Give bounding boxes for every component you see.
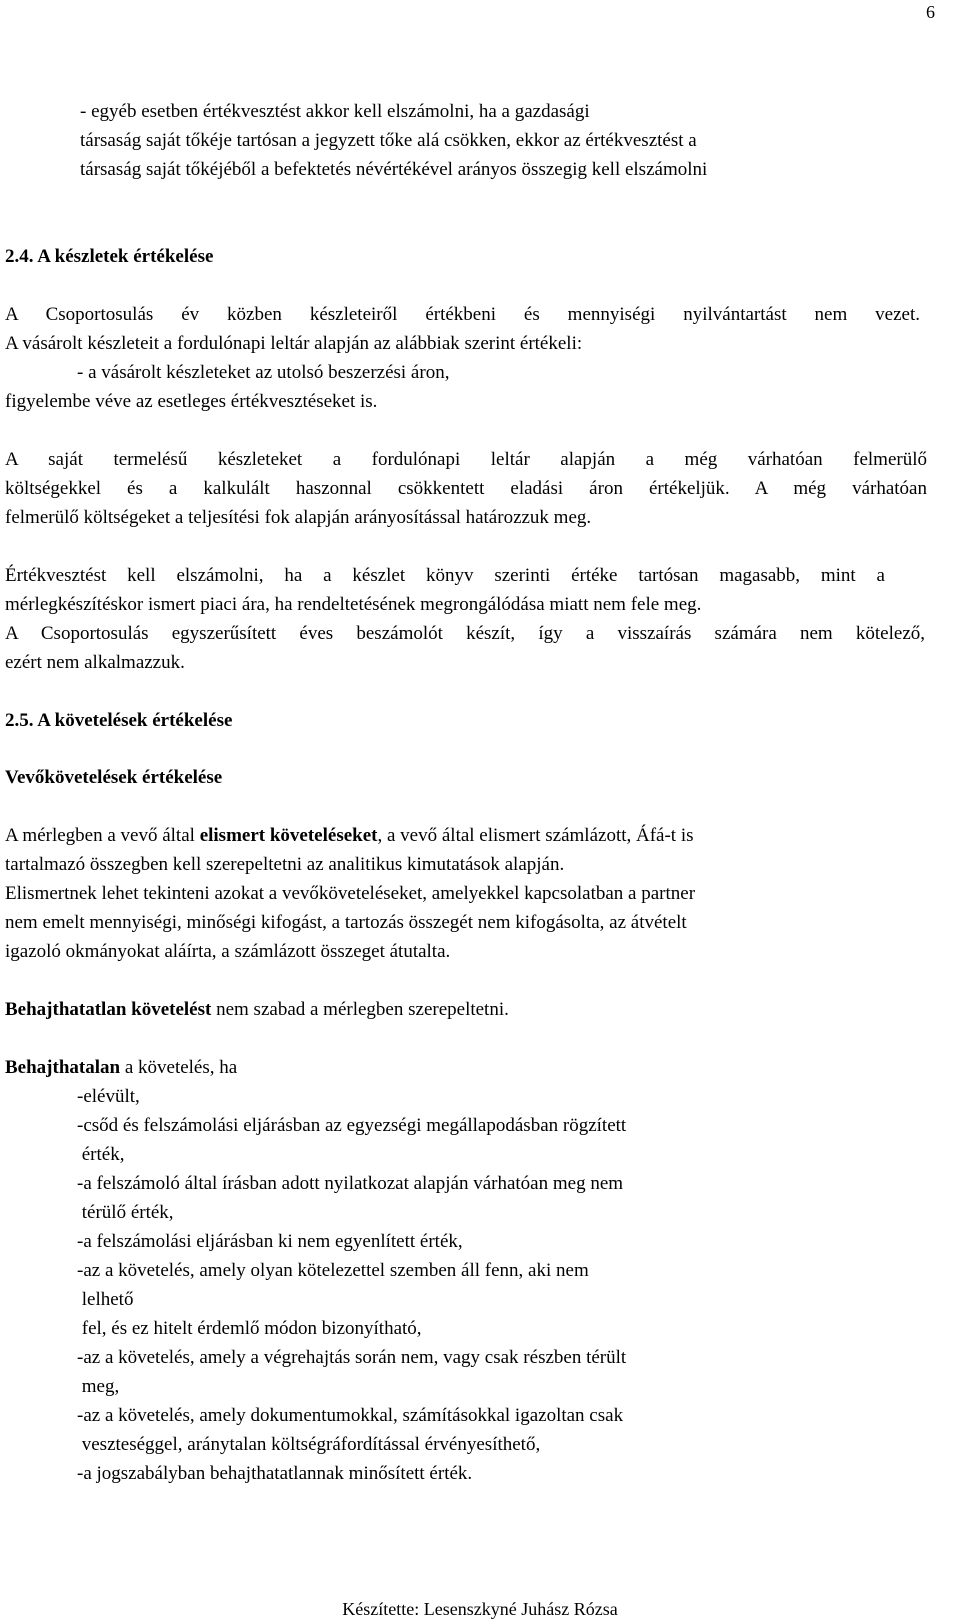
paragraph-line <box>5 824 694 848</box>
list-item: -az a követelés, amely dokumentumokkal, számításokkal igazoltan csak <box>77 1405 624 1426</box>
list-item: meg, <box>77 1376 120 1397</box>
paragraph-line: társaság saját tőkéje tartósan a jegyzett tőke alá csökken, ekkor az értékvesztést a <box>80 130 697 151</box>
paragraph-line: tartalmazó összegben kell szerepeltetni az analitikus kimutatások alapján. <box>5 854 565 875</box>
list-item: -a felszámoló által írásban adott nyilatkozat alapján várhatóan meg nem <box>77 1173 624 1194</box>
paragraph-line: A Csoportosulás egyszerűsített éves beszámolót készít, így a visszaírás számára nem kötelező, <box>5 623 925 644</box>
page-footer: Készítette: Lesenszkyné Juhász Rózsa <box>342 1599 618 1619</box>
paragraph-line: A Csoportosulás év közben készleteiről értékbeni és mennyiségi nyilvántartást nem vezet. <box>5 304 920 325</box>
section-heading-2-5: 2.5. A követelések értékelése <box>5 710 233 731</box>
paragraph-line: nem emelt mennyiségi, minőségi kifogást, a tartozás összegét nem kifogásolta, az átvételt <box>5 912 687 933</box>
text-run: a követelés, ha <box>120 1057 238 1078</box>
paragraph-line: igazoló okmányokat aláírta, a számlázott összeget átutalta. <box>5 941 451 962</box>
list-item: -csőd és felszámolási eljárásban az egyezségi megállapodásban rögzített <box>77 1115 627 1136</box>
list-item: térülő érték, <box>77 1202 174 1223</box>
list-item: lelhető <box>77 1289 134 1310</box>
bold-text: Behajthatalan <box>5 1057 121 1078</box>
text-run: nem szabad a mérlegben szerepeltetni. <box>211 999 509 1020</box>
paragraph-line: Elismertnek lehet tekinteni azokat a vevőköveteléseket, amelyekkel kapcsolatban a partner <box>5 883 696 904</box>
bold-text: Behajthatatlan követelést <box>5 999 212 1020</box>
paragraph-line: figyelembe véve az esetleges értékvesztéseket is. <box>5 391 378 412</box>
bold-text: elismert követeléseket <box>199 825 378 846</box>
list-item: -a jogszabályban behajthatatlannak minősített érték. <box>77 1463 473 1484</box>
list-item: -elévült, <box>77 1086 140 1107</box>
paragraph-line: A saját termelésű készleteket a fordulónapi leltár alapján a még várhatóan felmerülő <box>5 449 927 470</box>
paragraph-line: mérlegkészítéskor ismert piaci ára, ha rendeltetésének megrongálódása miatt nem fele meg. <box>5 594 702 615</box>
subsection-heading: Vevőkövetelések értékelése <box>5 767 223 788</box>
text-run: A mérlegben a vevő által <box>5 825 200 846</box>
text-run: , a vevő által elismert számlázott, Áfá-t is <box>377 825 694 846</box>
paragraph-line: Értékvesztést kell elszámolni, ha a készlet könyv szerinti értéke tartósan magasabb, mint a <box>5 565 885 586</box>
paragraph-line <box>5 1056 237 1080</box>
page-number: 6 <box>926 2 935 22</box>
list-item: -az a követelés, amely a végrehajtás során nem, vagy csak részben térült <box>77 1347 627 1368</box>
paragraph-line: - egyéb esetben értékvesztést akkor kell elszámolni, ha a gazdasági <box>80 101 590 122</box>
list-item: fel, és ez hitelt érdemlő módon bizonyítható, <box>77 1318 422 1339</box>
list-item: -az a követelés, amely olyan kötelezettel szemben áll fenn, aki nem <box>77 1260 589 1281</box>
section-heading-2-4: 2.4. A készletek értékelése <box>5 246 214 267</box>
paragraph-line: A vásárolt készleteit a fordulónapi leltár alapján az alábbiak szerint értékeli: <box>5 333 583 354</box>
paragraph-line: társaság saját tőkéjéből a befektetés névértékével arányos összegig kell elszámolni <box>80 159 708 180</box>
list-item: érték, <box>77 1144 125 1165</box>
list-item: -a felszámolási eljárásban ki nem egyenlített érték, <box>77 1231 463 1252</box>
paragraph-line: költségekkel és a kalkulált haszonnal csökkentett eladási áron értékeljük. A még várhatóan <box>5 478 927 499</box>
paragraph-line: ezért nem alkalmazzuk. <box>5 652 185 673</box>
paragraph-line: felmerülő költségeket a teljesítési fok alapján arányosítással határozzuk meg. <box>5 507 592 528</box>
list-item: veszteséggel, aránytalan költségráfordítással érvényesíthető, <box>77 1434 541 1455</box>
paragraph-line: - a vásárolt készleteket az utolsó beszerzési áron, <box>77 362 450 383</box>
paragraph-line <box>5 998 509 1022</box>
